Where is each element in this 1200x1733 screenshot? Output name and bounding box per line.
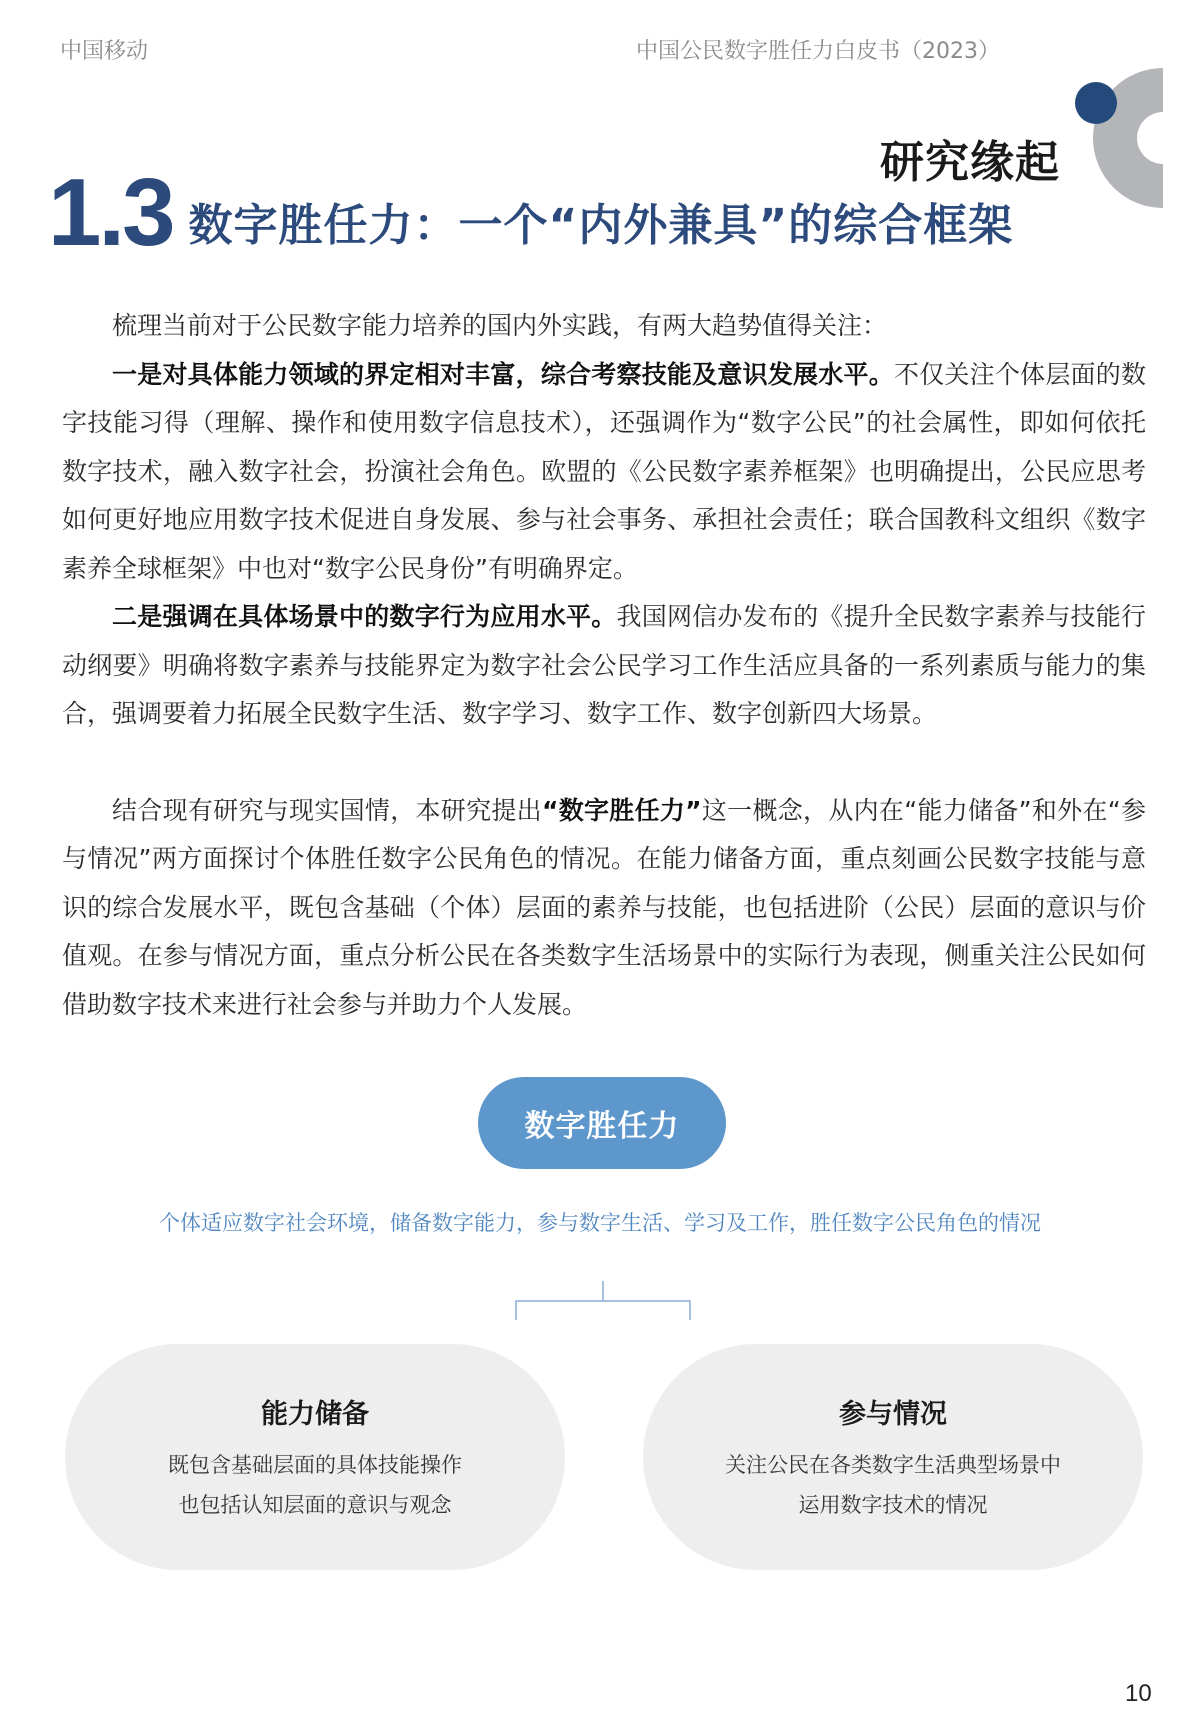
paragraph-concept-term: “数字胜任力” <box>541 795 702 825</box>
paragraph-concept <box>62 787 1146 1030</box>
section-label: 研究缘起 <box>880 137 1060 188</box>
card-participation-title: 参与情况 <box>839 1399 947 1430</box>
diagram-definition: 个体适应数字社会环境，储备数字能力，参与数字生活、学习及工作，胜任数字公民角色的情况 <box>159 1211 1041 1235</box>
header-document-title: 中国公民数字胜任力白皮书（2023） <box>636 39 1000 64</box>
section-heading <box>48 159 1014 266</box>
card-capability-title: 能力储备 <box>261 1399 369 1430</box>
body-text <box>62 302 1146 1029</box>
decorative-dot <box>1075 82 1117 124</box>
card-capability-line-2: 也包括认知层面的意识与观念 <box>178 1493 452 1517</box>
card-participation-line-1: 关注公民在各类数字生活典型场景中 <box>725 1453 1061 1477</box>
paragraph-concept-pre: 结合现有研究与现实国情，本研究提出 <box>112 795 542 825</box>
card-capability-line-1: 既包含基础层面的具体技能操作 <box>168 1453 462 1477</box>
paragraph-trend-one-lead: 一是对具体能力领域的界定相对丰富，综合考察技能及意识发展水平。 <box>112 359 894 389</box>
heading-title: 数字胜任力：一个“内外兼具”的综合框架 <box>188 200 1014 251</box>
heading-number: 1.3 <box>48 159 173 266</box>
header-org-name: 中国移动 <box>60 39 149 64</box>
paragraph-concept-body: 这一概念，从内在“能力储备”和外在“参与情况”两方面探讨个体胜任数字公民角色的情况。在能力储备方面，重点刻画公民数字技能与意识的综合发展水平，既包含基础（个体）层面的素养与技能，也包括进阶（公民）层面的意识与价值观。在参与情况方面，重点分析公民在各类数字生活场景中的实际行为表现，侧重关注公民如何借助数字技术来进行社会参与并助力个人发展。 <box>62 795 1146 1019</box>
paragraph-trend-one <box>62 351 1146 594</box>
paragraph-intro: 梳理当前对于公民数字能力培养的国内外实践，有两大趋势值得关注： <box>112 311 888 340</box>
card-participation-line-2: 运用数字技术的情况 <box>798 1493 988 1517</box>
paragraph-trend-two <box>62 593 1146 739</box>
diagram-bracket <box>515 1281 691 1321</box>
card-participation <box>643 1344 1143 1570</box>
paragraph-trend-two-lead: 二是强调在具体场景中的数字行为应用水平。 <box>112 602 617 631</box>
paragraph-trend-one-body: 不仅关注个体层面的数字技能习得（理解、操作和使用数字信息技术），还强调作为“数字公民”的社会属性，即如何依托数字技术，融入数字社会，扮演社会角色。欧盟的《公民数字素养框架》也明确提出，公民应思考如何更好地应用数字技术促进自身发展、参与社会事务、承担社会责任；联合国教科文组织《数字素养全球框架》中也对“数字公民身份”有明确界定。 <box>62 359 1146 583</box>
paragraph-trend-two-body: 我国网信办发布的《提升全民数字素养与技能行动纲要》明确将数字素养与技能界定为数字社会公民学习工作生活应具备的一系列素质与能力的集合，强调要着力拓展全民数字生活、数字学习、数字工作、数字创新四大场景。 <box>62 602 1146 728</box>
card-capability-reserve <box>65 1344 565 1570</box>
diagram-root-pill: 数字胜任力 <box>478 1077 726 1169</box>
page-number: 10 <box>1125 1680 1152 1707</box>
